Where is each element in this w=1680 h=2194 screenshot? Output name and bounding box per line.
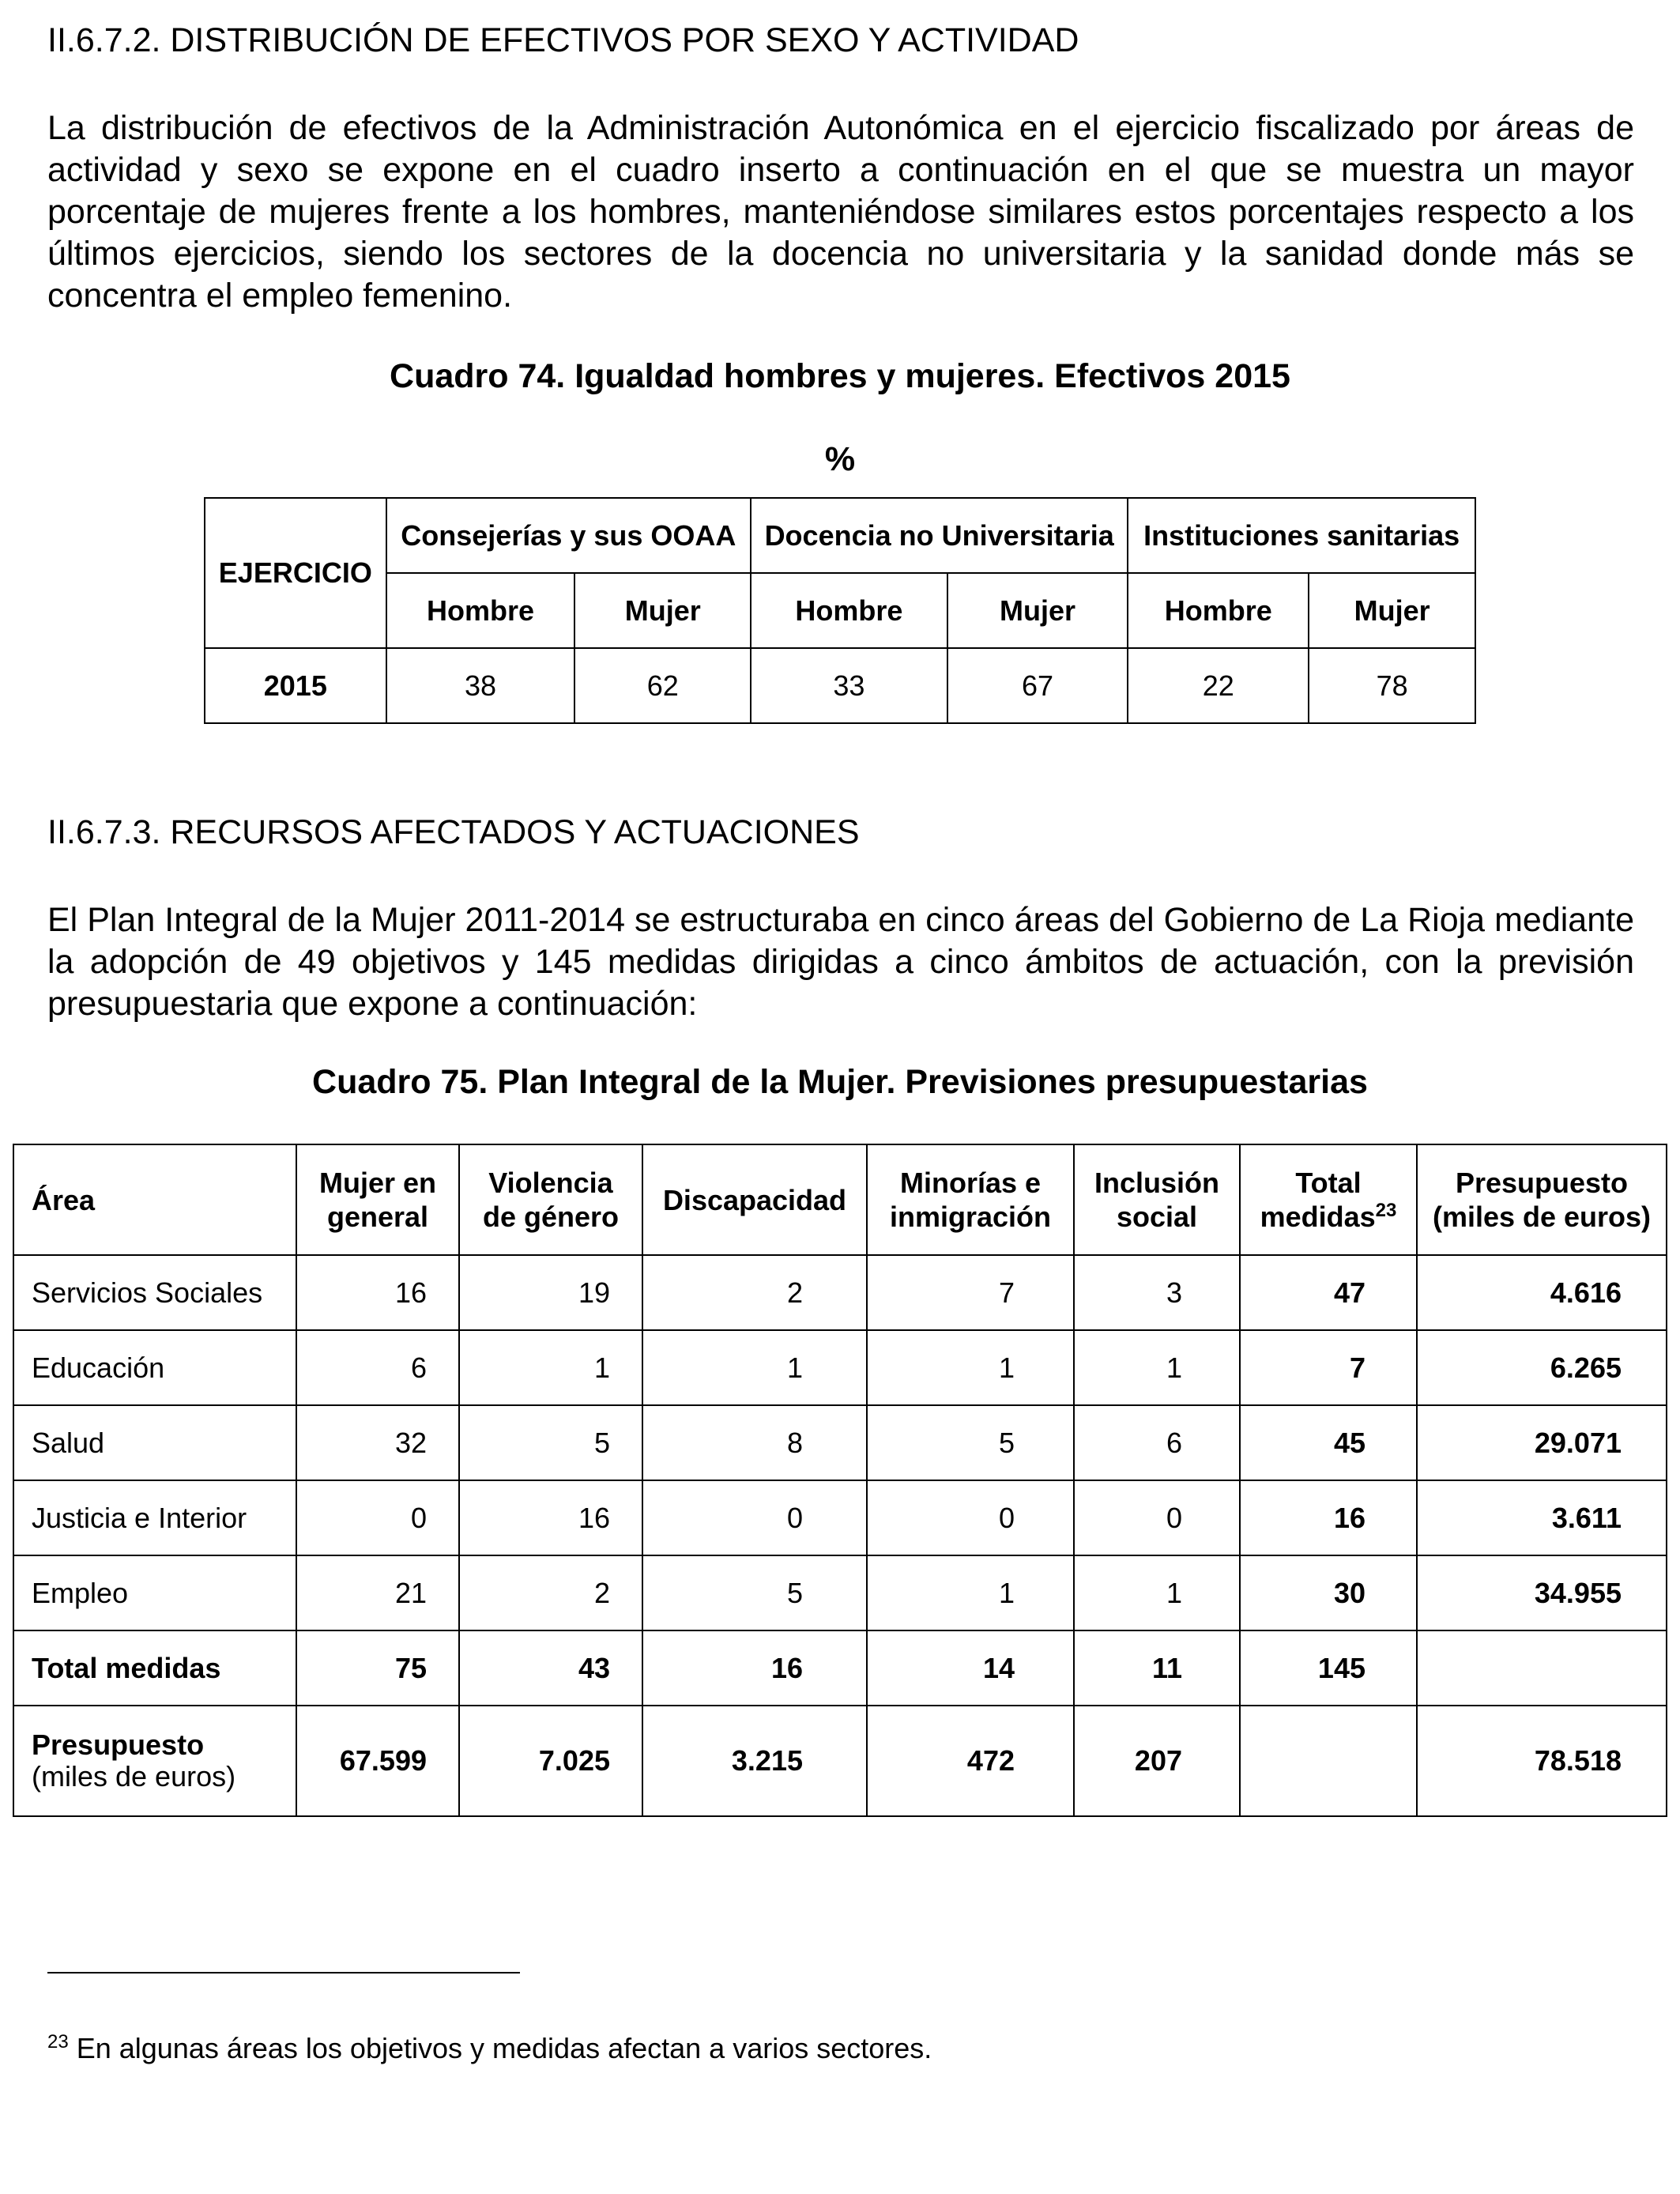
footnote-text: En algunas áreas los objetivos y medidas afectan a varios sectores.	[68, 2032, 932, 2064]
unit-percent: %	[824, 440, 856, 478]
cell-value: 1	[867, 1330, 1074, 1405]
cell-total: 30	[1240, 1555, 1417, 1630]
header-mujer: Mujer	[574, 573, 751, 648]
cell-total: 16	[1240, 1480, 1417, 1555]
cell-total: 145	[1240, 1630, 1417, 1706]
header-minorias-inmigracion: Minorías e inmigración	[867, 1144, 1074, 1255]
cell-value: 1	[642, 1330, 867, 1405]
table-row	[205, 648, 1475, 723]
cell-value: 472	[867, 1706, 1074, 1816]
cell-value: 14	[867, 1630, 1074, 1706]
footnote-number: 23	[47, 2031, 69, 2053]
cell-budget: 3.611	[1417, 1480, 1667, 1555]
cell-total	[1240, 1706, 1417, 1816]
cell-value: 5	[459, 1405, 642, 1480]
table-row-total	[13, 1630, 1667, 1706]
cell-value: 7.025	[459, 1706, 642, 1816]
cell-area: Salud	[13, 1405, 296, 1480]
cell-area: Educación	[13, 1330, 296, 1405]
header-violencia-de-genero: Violencia de género	[459, 1144, 642, 1255]
section-heading-distribucion: II.6.7.2. DISTRIBUCIÓN DE EFECTIVOS POR SEXO Y ACTIVIDAD	[47, 21, 1079, 59]
caption-cuadro-74: Cuadro 74. Igualdad hombres y mujeres. Efectivos 2015	[390, 357, 1290, 395]
cell-value: 1	[1074, 1330, 1240, 1405]
cell-total: 45	[1240, 1405, 1417, 1480]
cell-area: Total medidas	[13, 1630, 296, 1706]
cell-value: 0	[296, 1480, 459, 1555]
cell-value: 16	[296, 1255, 459, 1330]
caption-cuadro-75: Cuadro 75. Plan Integral de la Mujer. Previsiones presupuestarias	[312, 1063, 1368, 1101]
cell-value: 0	[1074, 1480, 1240, 1555]
cell-value: 6	[296, 1330, 459, 1405]
cell-value: 67	[947, 648, 1128, 723]
table-row	[13, 1480, 1667, 1555]
cell-value: 7	[867, 1255, 1074, 1330]
cell-value: 21	[296, 1555, 459, 1630]
cell-value: 207	[1074, 1706, 1240, 1816]
cell-value: 1	[867, 1555, 1074, 1630]
footnote	[47, 2030, 932, 2068]
cell-value: 2	[642, 1255, 867, 1330]
cell-value: 1	[1074, 1555, 1240, 1630]
cell-area: Servicios Sociales	[13, 1255, 296, 1330]
cell-area: Empleo	[13, 1555, 296, 1630]
header-group-consejerias: Consejerías y sus OOAA	[386, 498, 751, 573]
cell-value: 62	[574, 648, 751, 723]
cell-value: 78	[1309, 648, 1475, 723]
header-discapacidad: Discapacidad	[642, 1144, 867, 1255]
cell-year: 2015	[205, 648, 386, 723]
cell-budget	[1417, 1630, 1667, 1706]
cell-value: 3	[1074, 1255, 1240, 1330]
table-row-budget	[13, 1706, 1667, 1816]
section-heading-recursos: II.6.7.3. RECURSOS AFECTADOS Y ACTUACIONES	[47, 813, 860, 851]
cell-total: 47	[1240, 1255, 1417, 1330]
cell-value: 5	[867, 1405, 1074, 1480]
cell-value: 43	[459, 1630, 642, 1706]
header-group-docencia: Docencia no Universitaria	[751, 498, 1128, 573]
cell-budget: 4.616	[1417, 1255, 1667, 1330]
cell-value: 1	[459, 1330, 642, 1405]
header-area: Área	[13, 1144, 296, 1255]
cell-area: Presupuesto (miles de euros)	[13, 1706, 296, 1816]
header-hombre: Hombre	[386, 573, 575, 648]
cell-value: 38	[386, 648, 575, 723]
table-row	[13, 1255, 1667, 1330]
cell-value: 11	[1074, 1630, 1240, 1706]
cell-budget: 29.071	[1417, 1405, 1667, 1480]
cell-value: 75	[296, 1630, 459, 1706]
table-cuadro-74	[204, 497, 1476, 724]
header-hombre: Hombre	[1128, 573, 1309, 648]
cell-value: 3.215	[642, 1706, 867, 1816]
table-row	[13, 1330, 1667, 1405]
cell-budget: 34.955	[1417, 1555, 1667, 1630]
cell-value: 33	[751, 648, 947, 723]
cell-area: Justicia e Interior	[13, 1480, 296, 1555]
cell-value: 0	[642, 1480, 867, 1555]
paragraph-recursos: El Plan Integral de la Mujer 2011-2014 se estructuraba en cinco áreas del Gobierno de La Rioja mediante la adopción de 49 objetivos y 145 medidas dirigidas a cinco ámbitos de actuación, con la previsión presupuestaria que expone a continuación:	[47, 901, 1634, 1023]
paragraph-distribucion: La distribución de efectivos de la Administración Autonómica en el ejercicio fiscalizado por áreas de actividad y sexo se expone en el cuadro inserto a continuación en el que se muestra un mayor porcentaje de mujeres frente a los hombres, manteniéndose similares estos porcentajes respecto a los últimos ejercicios, siendo los sectores de la docencia no universitaria y la sanidad donde más se concentra el empleo femenino.	[47, 109, 1634, 315]
cell-value: 67.599	[296, 1706, 459, 1816]
cell-budget: 6.265	[1417, 1330, 1667, 1405]
cell-value: 0	[867, 1480, 1074, 1555]
cell-value: 2	[459, 1555, 642, 1630]
header-mujer: Mujer	[947, 573, 1128, 648]
cell-value: 19	[459, 1255, 642, 1330]
table-cuadro-75	[13, 1144, 1667, 1817]
header-ejercicio: EJERCICIO	[205, 498, 386, 648]
cell-value: 16	[459, 1480, 642, 1555]
cell-value: 32	[296, 1405, 459, 1480]
cell-value: 5	[642, 1555, 867, 1630]
footnote-rule	[47, 1972, 520, 1973]
header-hombre: Hombre	[751, 573, 947, 648]
cell-value: 8	[642, 1405, 867, 1480]
cell-value: 22	[1128, 648, 1309, 723]
cell-value: 16	[642, 1630, 867, 1706]
table-row	[13, 1405, 1667, 1480]
header-total-medidas: Total medidas$^{23}$	[1240, 1144, 1417, 1255]
header-mujer-en-general: Mujer en general	[296, 1144, 459, 1255]
cell-budget: 78.518	[1417, 1706, 1667, 1816]
footnote-ref: 23	[1375, 1200, 1397, 1221]
header-mujer: Mujer	[1309, 573, 1475, 648]
header-inclusion-social: Inclusión social	[1074, 1144, 1240, 1255]
cell-total: 7	[1240, 1330, 1417, 1405]
header-group-sanitarias: Instituciones sanitarias	[1128, 498, 1475, 573]
cell-value: 6	[1074, 1405, 1240, 1480]
header-presupuesto: Presupuesto (miles de euros)	[1417, 1144, 1667, 1255]
table-row	[13, 1555, 1667, 1630]
